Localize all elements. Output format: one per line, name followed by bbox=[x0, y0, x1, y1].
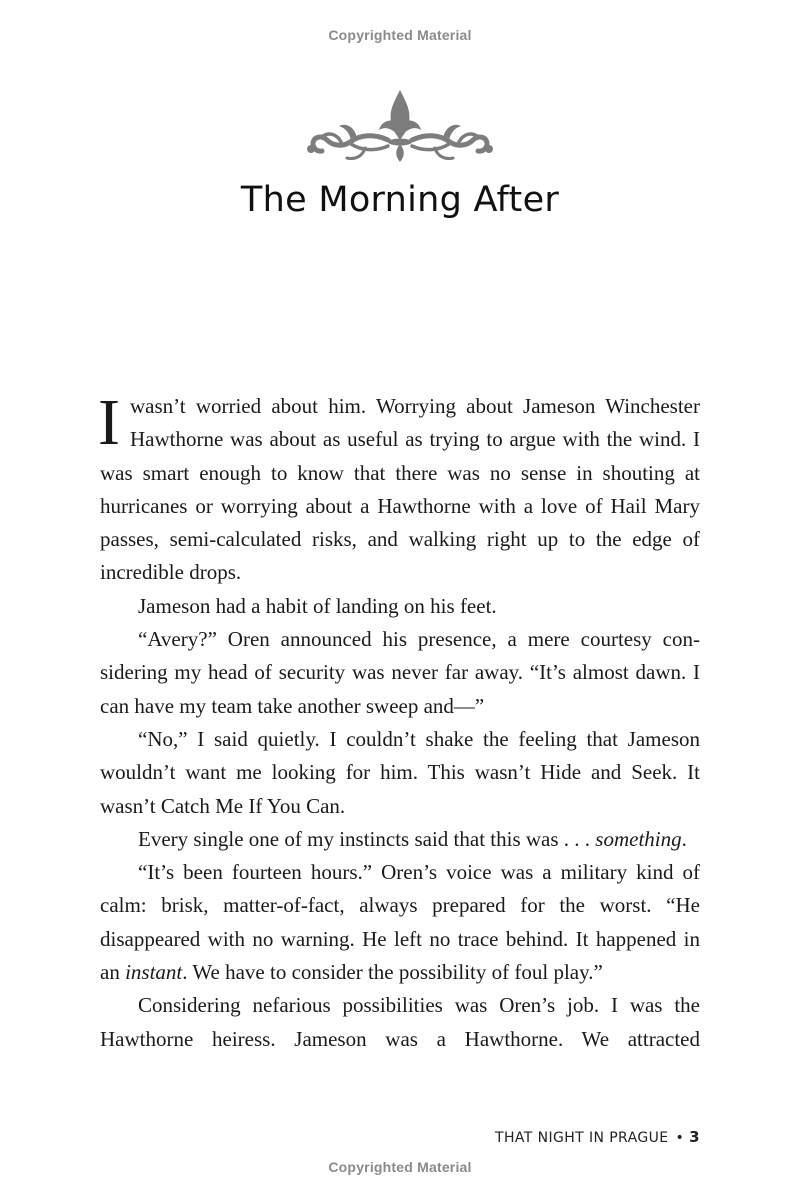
running-title: THAT NIGHT IN PRAGUE bbox=[495, 1130, 669, 1146]
paragraph-2: Jameson had a habit of landing on his feet. bbox=[138, 593, 497, 618]
paragraph-1-text: wasn’t worried about him. Worrying about Jameson Winchester Hawthorne was about as useful as trying to argue with the wind. I was smart enough to know that there was no sense in shouting at hurricanes or worrying about a Hawthorne with a love of Hail Mary passes, semi-calculated risks, and walking right up to the edge of incredible drops. bbox=[100, 394, 700, 585]
paragraph-6 bbox=[100, 856, 700, 989]
footer-separator: • bbox=[675, 1130, 685, 1146]
paragraph-5-text: Every single one of my instincts said that this was . . . bbox=[138, 826, 596, 851]
paragraph-4: “No,” I said quietly. I couldn’t shake the feeling that Jameson wouldn’t want me looking for him. This wasn’t Hide and Seek. It wasn’t Catch Me If You Can. bbox=[100, 726, 700, 818]
paragraph-3: “Avery?” Oren announced his presence, a mere courtesy considering my head of security was never far away. “It’s almost dawn. I can have my team take another sweep and—” bbox=[100, 627, 700, 718]
paragraph-6-text-b: . We have to consider the possibility of foul play.” bbox=[182, 960, 603, 985]
paragraph-5-end: . bbox=[681, 826, 687, 851]
paragraph-6-text-a: “It’s been fourteen hours.” Oren’s voice was a military kind of calm: brisk, matter-of-fact, always prepared for the worst. “He disappeared with no warning. He left no trace behind. It happened in an bbox=[100, 860, 700, 985]
paragraph-7: Considering nefarious possibilities was Oren’s job. I was the Hawthorne heiress. Jameson was a Hawthorne. We attracted bbox=[100, 993, 700, 1051]
paragraph-5-emphasis: something bbox=[595, 826, 682, 851]
paragraph-1 bbox=[98, 386, 700, 590]
chapter-body bbox=[98, 386, 700, 1056]
drop-cap: I bbox=[98, 386, 120, 459]
paragraph-5 bbox=[100, 823, 700, 856]
chapter-title: The Morning After bbox=[240, 180, 560, 220]
page-number: 3 bbox=[689, 1128, 700, 1146]
paragraph-6-emphasis: instant bbox=[125, 960, 183, 985]
copyright-header: Copyrighted Material bbox=[328, 27, 472, 43]
running-footer bbox=[495, 1128, 700, 1146]
fleur-de-lis-ornament-icon bbox=[305, 88, 495, 166]
copyright-footer: Copyrighted Material bbox=[328, 1159, 472, 1175]
